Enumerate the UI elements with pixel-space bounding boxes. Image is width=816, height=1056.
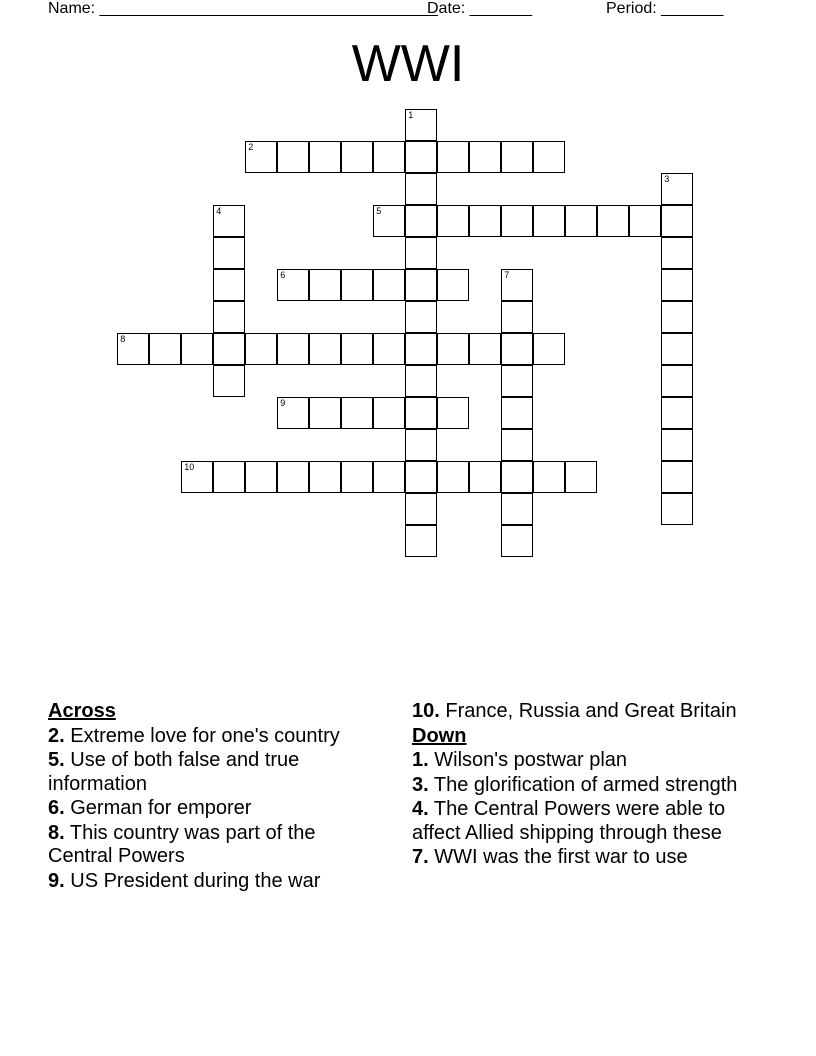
grid-cell[interactable] [405, 429, 437, 461]
grid-cell[interactable] [469, 333, 501, 365]
grid-cell[interactable] [661, 461, 693, 493]
grid-cell[interactable] [213, 269, 245, 301]
grid-cell[interactable] [213, 461, 245, 493]
clue-text: Extreme love for one's country [70, 724, 340, 747]
clue-text: Use of both false and true information [48, 749, 300, 795]
clue-text: German for emporer [70, 797, 252, 819]
grid-cell[interactable] [437, 269, 469, 301]
clue-number: 4. [412, 798, 429, 820]
grid-cell[interactable] [341, 333, 373, 365]
clue-text: France, Russia and Great Britain [445, 700, 737, 722]
across-clue-9 [48, 870, 378, 894]
grid-cell[interactable] [309, 141, 341, 173]
grid-cell[interactable] [629, 205, 661, 237]
grid-cell[interactable] [341, 269, 373, 301]
down-clue-4 [412, 798, 752, 845]
grid-cell[interactable] [533, 205, 565, 237]
grid-cell[interactable] [405, 173, 437, 205]
name-field-label[interactable]: Name: ______________________________________ [48, 0, 438, 17]
grid-cell[interactable] [405, 461, 437, 493]
clue-number: 3. [412, 773, 429, 796]
grid-cell[interactable] [373, 333, 405, 365]
grid-cell[interactable] [437, 461, 469, 493]
clue-number: 10. [412, 700, 440, 722]
grid-cell[interactable] [533, 333, 565, 365]
right-clue-column [412, 700, 752, 871]
clue-text: This country was part of the Central Powers [48, 821, 316, 867]
grid-cell[interactable] [405, 205, 437, 237]
grid-cell[interactable] [309, 461, 341, 493]
grid-cell[interactable] [661, 301, 693, 333]
grid-cell[interactable] [341, 397, 373, 429]
grid-cell[interactable] [213, 333, 245, 365]
grid-cell[interactable] [277, 333, 309, 365]
grid-cell[interactable] [181, 333, 213, 365]
across-heading: Across [48, 700, 116, 722]
clue-number-label: 7 [504, 270, 510, 281]
grid-cell[interactable] [661, 365, 693, 397]
grid-cell[interactable] [309, 333, 341, 365]
clue-number-label: 9 [280, 398, 286, 409]
grid-cell[interactable] [501, 365, 533, 397]
across-clue-8 [48, 822, 378, 869]
grid-cell[interactable] [533, 141, 565, 173]
grid-cell[interactable] [501, 301, 533, 333]
clue-number-label: 10 [184, 462, 195, 473]
grid-cell[interactable] [245, 333, 277, 365]
grid-cell[interactable] [245, 141, 277, 173]
clue-number-label: 8 [120, 334, 126, 345]
clue-number: 9. [48, 869, 65, 892]
grid-cell[interactable] [277, 141, 309, 173]
grid-cell[interactable] [213, 301, 245, 333]
down-heading: Down [412, 724, 467, 747]
clue-number: 8. [48, 821, 65, 844]
clue-number-label: 2 [248, 142, 254, 153]
grid-cell[interactable] [373, 205, 405, 237]
grid-cell[interactable] [373, 269, 405, 301]
grid-cell[interactable] [277, 269, 309, 301]
grid-cell[interactable] [469, 141, 501, 173]
grid-cell[interactable] [661, 237, 693, 269]
grid-cell[interactable] [597, 205, 629, 237]
period-field-label[interactable]: Period: _______ [606, 0, 724, 17]
grid-cell[interactable] [277, 397, 309, 429]
down-clue-7 [412, 846, 752, 870]
grid-cell[interactable] [437, 141, 469, 173]
grid-cell[interactable] [661, 205, 693, 237]
across-clues [48, 700, 378, 894]
grid-cell[interactable] [405, 333, 437, 365]
clue-number-label: 4 [216, 206, 222, 217]
grid-cell[interactable] [501, 333, 533, 365]
grid-cell[interactable] [405, 109, 437, 141]
clue-number-label: 6 [280, 270, 286, 281]
grid-cell[interactable] [501, 397, 533, 429]
grid-cell[interactable] [501, 525, 533, 557]
grid-cell[interactable] [373, 461, 405, 493]
grid-cell[interactable] [405, 301, 437, 333]
across-clue-10 [412, 700, 752, 724]
grid-cell[interactable] [501, 269, 533, 301]
grid-cell[interactable] [117, 333, 149, 365]
grid-cell[interactable] [341, 461, 373, 493]
grid-cell[interactable] [501, 493, 533, 525]
grid-cell[interactable] [405, 493, 437, 525]
clue-number: 6. [48, 797, 65, 819]
grid-cell[interactable] [309, 397, 341, 429]
grid-cell[interactable] [661, 269, 693, 301]
grid-cell[interactable] [245, 461, 277, 493]
clue-text: Wilson's postwar plan [434, 749, 628, 771]
page-title: WWI [351, 35, 465, 93]
clue-number-label: 1 [408, 110, 414, 121]
grid-cell[interactable] [661, 173, 693, 205]
down-clue-1 [412, 749, 752, 773]
grid-cell[interactable] [181, 461, 213, 493]
grid-cell[interactable] [405, 269, 437, 301]
grid-cell[interactable] [405, 237, 437, 269]
across-clue-5 [48, 749, 378, 796]
grid-cell[interactable] [661, 493, 693, 525]
clue-number-label: 5 [376, 206, 382, 217]
grid-cell[interactable] [661, 397, 693, 429]
grid-cell[interactable] [405, 365, 437, 397]
grid-cell[interactable] [149, 333, 181, 365]
clue-text: The Central Powers were able to affect Allied shipping through these [412, 798, 726, 844]
grid-cell[interactable] [501, 461, 533, 493]
grid-cell[interactable] [469, 205, 501, 237]
grid-cell[interactable] [213, 237, 245, 269]
grid-cell[interactable] [277, 461, 309, 493]
grid-cell[interactable] [437, 397, 469, 429]
grid-cell[interactable] [309, 269, 341, 301]
grid-cell[interactable] [341, 141, 373, 173]
grid-cell[interactable] [469, 461, 501, 493]
grid-cell[interactable] [437, 333, 469, 365]
grid-cell[interactable] [405, 141, 437, 173]
grid-cell[interactable] [661, 429, 693, 461]
across-clue-2 [48, 725, 378, 749]
grid-cell[interactable] [533, 461, 565, 493]
grid-cell[interactable] [437, 205, 469, 237]
clue-text: WWI was the first war to use [434, 846, 688, 868]
clue-text: US President during the war [70, 869, 321, 892]
grid-cell[interactable] [501, 205, 533, 237]
grid-cell[interactable] [501, 141, 533, 173]
grid-cell[interactable] [661, 333, 693, 365]
grid-cell[interactable] [405, 525, 437, 557]
clue-text: The glorification of armed strength [433, 773, 738, 796]
date-field-label[interactable]: Date: _______ [427, 0, 532, 17]
clue-number: 1. [412, 749, 429, 771]
grid-cell[interactable] [405, 397, 437, 429]
grid-cell[interactable] [373, 397, 405, 429]
clue-number: 7. [412, 846, 429, 868]
grid-cell[interactable] [213, 205, 245, 237]
clue-number: 5. [48, 749, 65, 771]
clue-number-label: 3 [664, 174, 670, 185]
grid-cell[interactable] [213, 365, 245, 397]
grid-cell[interactable] [565, 461, 597, 493]
clue-number: 2. [48, 724, 65, 747]
grid-cell[interactable] [565, 205, 597, 237]
across-clue-6 [48, 797, 378, 821]
down-clue-3 [412, 774, 752, 798]
grid-cell[interactable] [501, 429, 533, 461]
grid-cell[interactable] [373, 141, 405, 173]
